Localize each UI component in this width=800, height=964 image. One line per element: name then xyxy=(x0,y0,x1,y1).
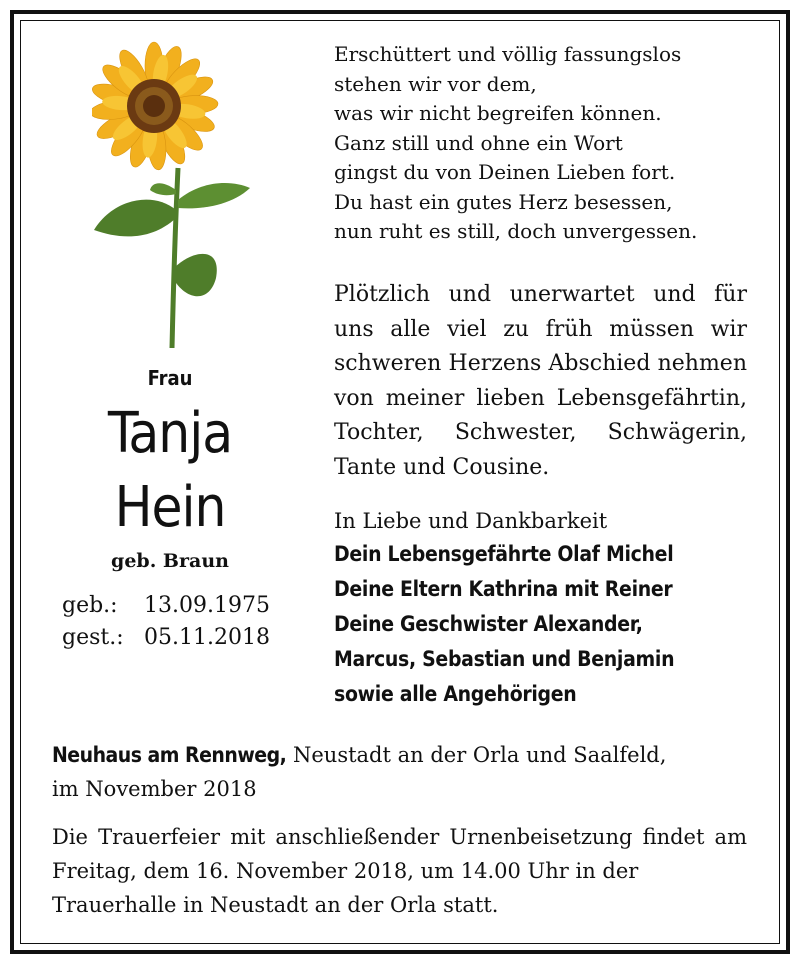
signoff xyxy=(334,506,754,712)
family-line: Deine Eltern Kathrina mit Reiner xyxy=(334,577,673,601)
salutation: Frau xyxy=(147,366,193,390)
poem-line: Ganz still und ohne ein Wort xyxy=(334,130,623,155)
born-date: 13.09.1975 xyxy=(144,593,270,618)
poem-line: was wir nicht begreifen können. xyxy=(334,101,662,125)
died-date: 05.11.2018 xyxy=(144,625,270,650)
signoff-intro: In Liebe und Dankbarkeit xyxy=(334,509,608,533)
poem-line: stehen wir vor dem, xyxy=(334,71,537,96)
ceremony-line: Trauerhalle in Neustadt an der Orla statt. xyxy=(52,893,499,917)
first-name: Tanja xyxy=(107,401,233,466)
poem-line: gingst du von Deinen Lieben fort. xyxy=(334,160,676,184)
ceremony-line: Die Trauerfeier mit anschließender Urnenbeisetzung findet am Freitag, dem 16. November 2018, um 14.00 Uhr in der xyxy=(52,825,747,883)
maiden-name: geb. Braun xyxy=(111,550,229,572)
place-date xyxy=(52,738,752,806)
born-label: geb.: xyxy=(62,593,118,618)
place-rest: Neustadt an der Orla und Saalfeld, xyxy=(286,743,667,767)
notice-text: Plötzlich und unerwartet und für uns alle viel zu früh müssen wir schweren Herzens Abschied nehmen von meiner lieben Lebensgefährtin, Tochter, Schwester, Schwägerin, Tante und Cousine. xyxy=(334,282,747,480)
last-name: Hein xyxy=(114,475,226,540)
place-main: Neuhaus am Rennweg, xyxy=(52,743,287,767)
notice-date: im November 2018 xyxy=(52,777,257,801)
family-line: Deine Geschwister Alexander, xyxy=(334,612,643,636)
poem-line: Erschüttert und völlig fassungslos xyxy=(334,42,682,66)
ceremony-info xyxy=(52,820,747,922)
poem-line: nun ruht es still, doch unvergessen. xyxy=(334,219,698,243)
poem xyxy=(334,40,754,247)
died-label: gest.: xyxy=(62,625,124,650)
family-line: Marcus, Sebastian und Benjamin xyxy=(334,647,675,671)
family-list xyxy=(334,537,754,712)
sunflower-icon xyxy=(92,40,252,350)
family-line: Dein Lebensgefährte Olaf Michel xyxy=(334,542,674,566)
family-line: sowie alle Angehörigen xyxy=(334,682,577,706)
life-dates xyxy=(62,590,270,654)
poem-line: Du hast ein gutes Herz besessen, xyxy=(334,189,673,214)
